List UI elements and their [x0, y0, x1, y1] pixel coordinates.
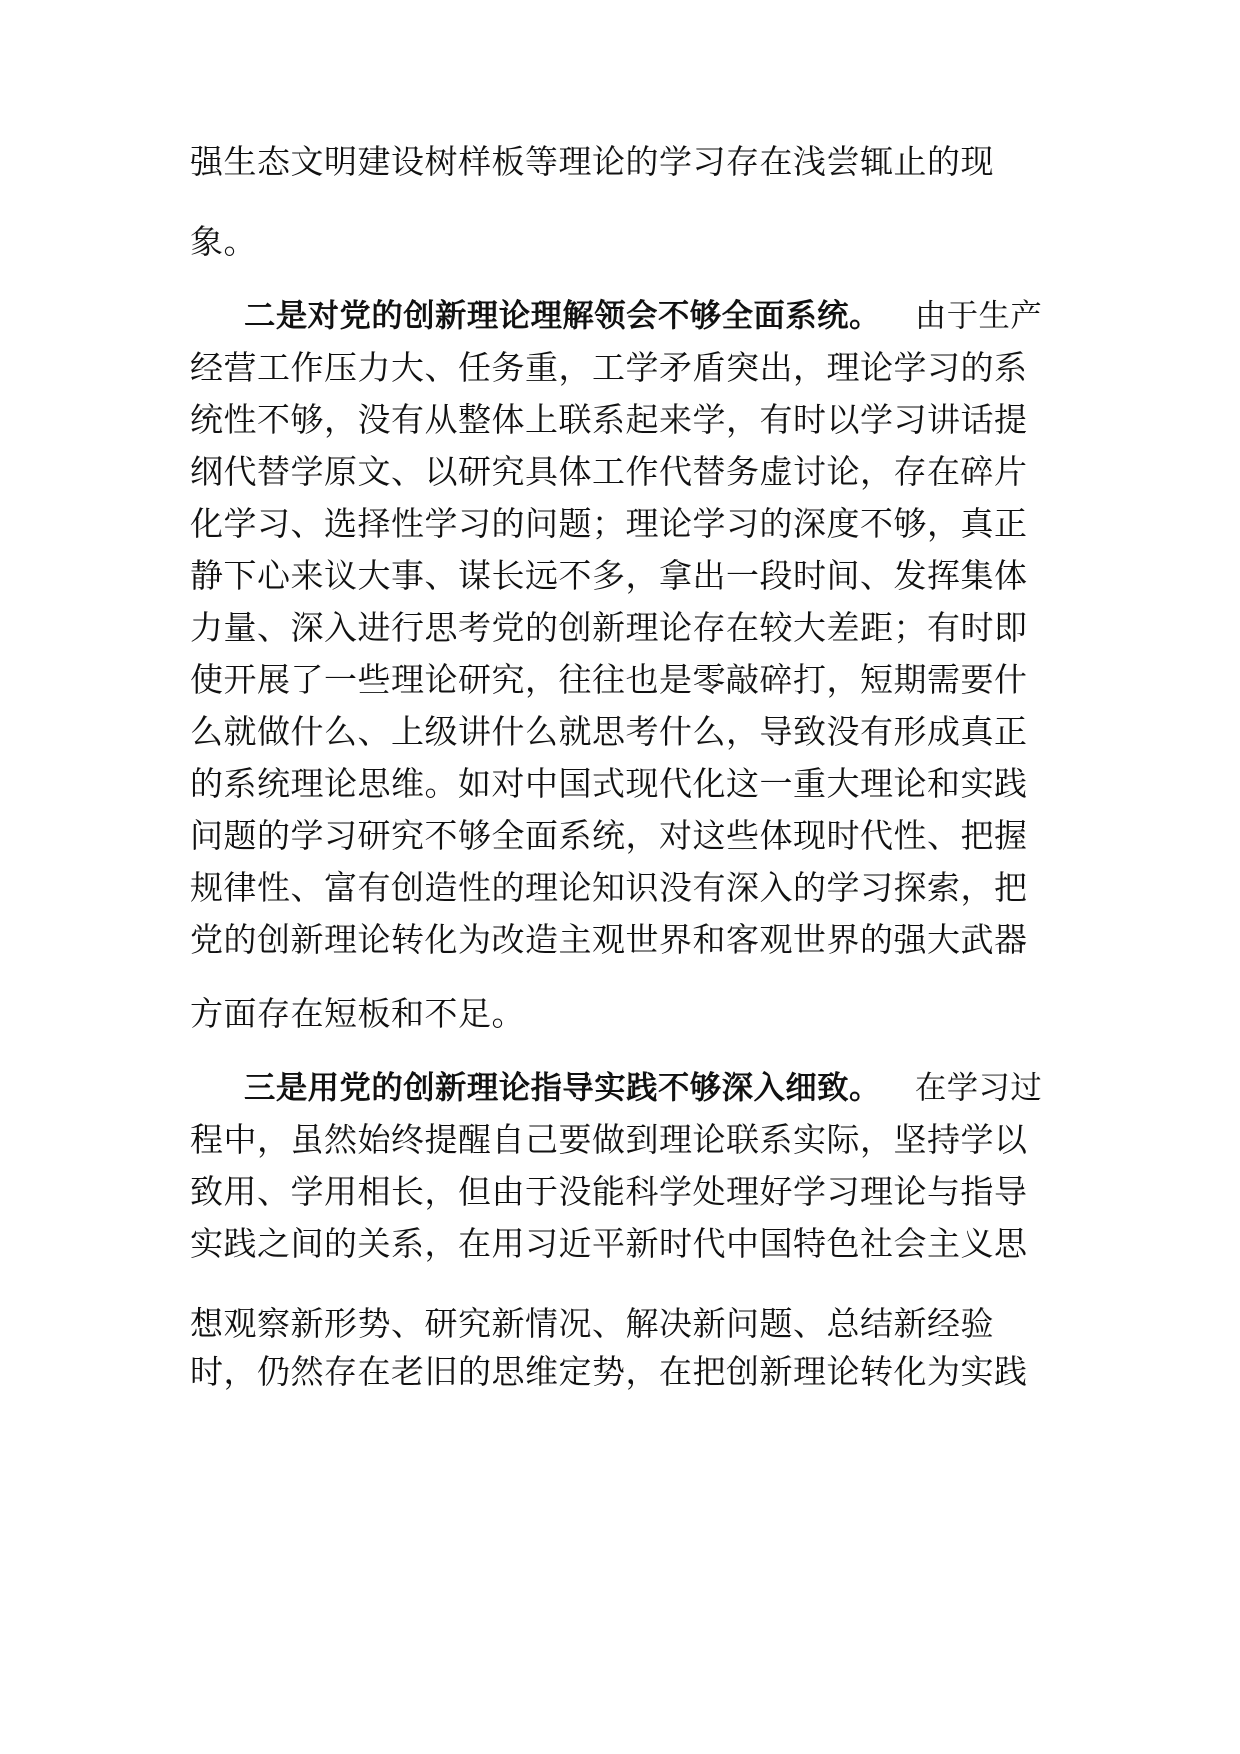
paragraph-2-line-1-rest: 由于生产	[914, 298, 1043, 334]
paragraph-2-line-13: 党的创新理论转化为改造主观世界和客观世界的强大武器	[190, 920, 1028, 959]
paragraph-2-line-11: 问题的学习研究不够全面系统，对这些体现时代性、把握	[190, 816, 1028, 855]
paragraph-3-line-3: 致用、学用相长，但由于没能科学处理好学习理论与指导	[190, 1172, 1028, 1211]
paragraph-3-line-6: 时，仍然存在老旧的思维定势，在把创新理论转化为实践	[190, 1352, 1028, 1391]
paragraph-3-line-5: 想观察新形势、研究新情况、解决新问题、总结新经验	[190, 1304, 994, 1343]
paragraph-2-line-12: 规律性、富有创造性的理论知识没有深入的学习探索，把	[190, 868, 1028, 907]
paragraph-3-heading: 三是用党的创新理论指导实践不够深入细致。	[244, 1070, 881, 1106]
paragraph-2-line-4: 纲代替学原文、以研究具体工作代替务虚讨论，存在碎片	[190, 452, 1028, 491]
paragraph-2-line-2: 经营工作压力大、任务重，工学矛盾突出，理论学习的系	[190, 348, 1028, 387]
paragraph-2-line-6: 静下心来议大事、谋长远不多，拿出一段时间、发挥集体	[190, 556, 1028, 595]
paragraph-1-line-1: 强生态文明建设树样板等理论的学习存在浅尝辄止的现	[190, 142, 994, 181]
paragraph-3-line-1-rest: 在学习过	[914, 1070, 1043, 1106]
paragraph-2-line-1	[244, 296, 1042, 336]
paragraph-2-heading: 二是对党的创新理论理解领会不够全面系统。	[244, 298, 881, 334]
paragraph-2-line-8: 使开展了一些理论研究，往往也是零敲碎打，短期需要什	[190, 660, 1028, 699]
paragraph-2-line-10: 的系统理论思维。如对中国式现代化这一重大理论和实践	[190, 764, 1028, 803]
paragraph-2-line-3: 统性不够，没有从整体上联系起来学，有时以学习讲话提	[190, 400, 1028, 439]
paragraph-1-line-2: 象。	[190, 222, 257, 261]
paragraph-3-line-4: 实践之间的关系，在用习近平新时代中国特色社会主义思	[190, 1224, 1028, 1263]
paragraph-3-line-1	[244, 1068, 1042, 1108]
paragraph-2-line-9: 么就做什么、上级讲什么就思考什么，导致没有形成真正	[190, 712, 1028, 751]
paragraph-2-line-5: 化学习、选择性学习的问题；理论学习的深度不够，真正	[190, 504, 1028, 543]
paragraph-3-line-2: 程中，虽然始终提醒自己要做到理论联系实际，坚持学以	[190, 1120, 1028, 1159]
paragraph-2-line-14: 方面存在短板和不足。	[190, 994, 525, 1033]
paragraph-2-line-7: 力量、深入进行思考党的创新理论存在较大差距；有时即	[190, 608, 1028, 647]
